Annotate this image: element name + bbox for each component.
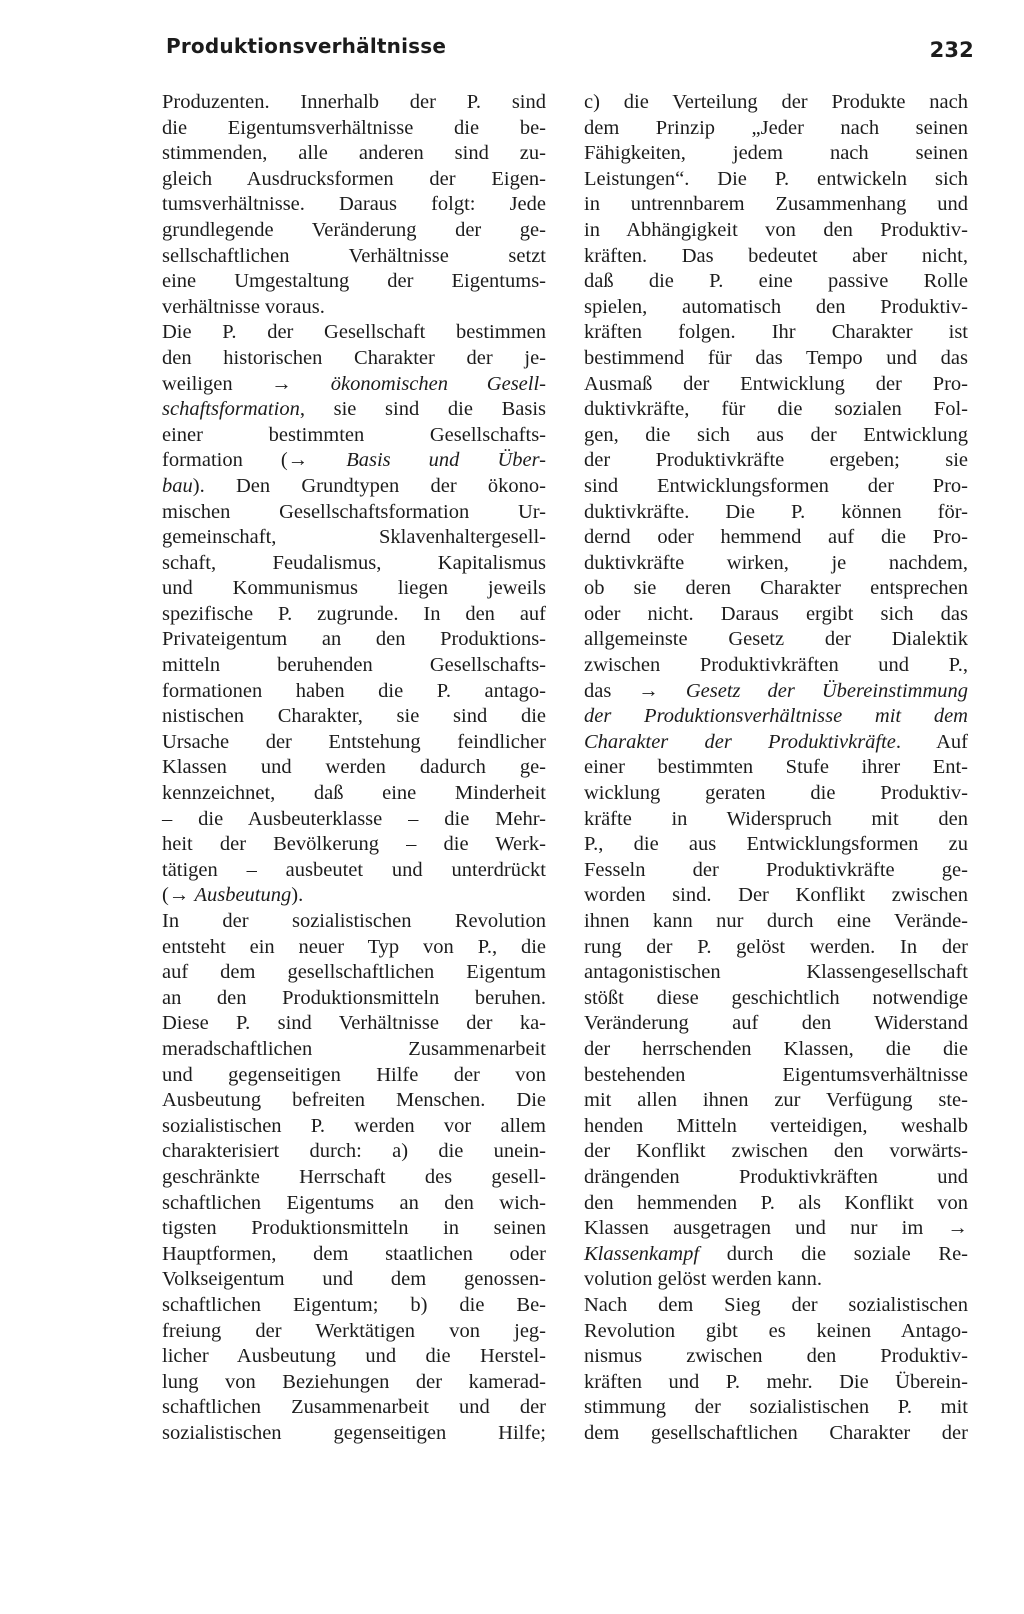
text-line: ihnen kann nur durch eine Verände- (584, 910, 968, 932)
text-line: dernd oder hemmend auf die Pro- (584, 526, 968, 549)
text-line: Hauptformen, dem staatlichen oder (162, 1242, 546, 1265)
text-line: Klassen und werden dadurch ge- (162, 756, 546, 779)
text-line: rung der P. gelöst werden. In der (584, 935, 968, 958)
text-line: dem Prinzip „Jeder nach seinen (584, 116, 968, 139)
text-line: weiligen → ökonomischen Gesell- (162, 372, 546, 395)
text-line: stimmung der sozialistischen P. mit (584, 1396, 968, 1419)
text-line: entsteht ein neuer Typ von P., die (162, 935, 546, 958)
text-line: meradschaftlichen Zusammenarbeit (162, 1037, 546, 1060)
text-line: – die Ausbeuterklasse – die Mehr- (162, 807, 546, 830)
text-line: zwischen Produktivkräften und P., (584, 654, 968, 677)
text-line: in untrennbarem Zusammenhang und (584, 193, 968, 216)
text-line: formation (→ Basis und Über- (162, 449, 546, 472)
text-line: stößt diese geschichtlich notwendige (584, 986, 968, 1009)
text-line: oder nicht. Daraus ergibt sich das (584, 602, 968, 625)
text-line: drängenden Produktivkräften und (584, 1165, 968, 1188)
text-line: Veränderung auf den Widerstand (584, 1012, 968, 1035)
entry-title: Produktionsverhältnisse (166, 34, 447, 58)
text-line: sozialistischen gegenseitigen Hilfe; (162, 1421, 546, 1444)
text-line: Ausbeutung befreiten Menschen. Die (162, 1089, 546, 1112)
text-line: tumsverhältnisse. Daraus folgt: Jede (162, 193, 546, 216)
text-line: tätigen – ausbeutet und unterdrückt (162, 858, 546, 881)
text-line: volution gelöst werden kann. (584, 1268, 822, 1291)
text-line: formationen haben die P. antago- (162, 679, 546, 702)
text-line: schaft, Feudalismus, Kapitalismus (162, 551, 546, 574)
text-line: in Abhängigkeit von den Produktiv- (584, 218, 968, 241)
text-line: sozialistischen P. werden vor allem (162, 1114, 546, 1137)
text-line: Klassen ausgetragen und nur im → (584, 1217, 968, 1240)
text-line: gemeinschaft, Sklavenhaltergesell- (162, 526, 546, 549)
text-line: nistischen Charakter, sie sind die (162, 705, 546, 728)
text-line: Produzenten. Innerhalb der P. sind (162, 91, 546, 113)
text-line: heit der Bevölkerung – die Werk- (162, 833, 546, 856)
text-line: und gegenseitigen Hilfe der von (162, 1063, 546, 1086)
text-line: gen, die sich aus der Entwicklung (584, 423, 968, 446)
text-line: an den Produktionsmitteln beruhen. (162, 986, 546, 1009)
text-line: Ursache der Entstehung feindlicher (162, 730, 546, 753)
text-line: den historischen Charakter der je- (162, 346, 546, 369)
text-line: kräften und P. mehr. Die Überein- (584, 1370, 968, 1393)
text-line: auf dem gesellschaftlichen Eigentum (162, 961, 546, 984)
text-line: den hemmenden P. als Konflikt von (584, 1191, 968, 1214)
text-line: grundlegende Veränderung der ge- (162, 218, 546, 241)
text-line: der herrschenden Klassen, die die (584, 1037, 968, 1060)
text-line: Privateigentum an den Produktions- (162, 628, 546, 651)
text-line: der Konflikt zwischen den vorwärts- (584, 1140, 968, 1163)
text-line: Leistungen“. Die P. entwickeln sich (584, 167, 968, 190)
text-line: einer bestimmten Stufe ihrer Ent- (584, 756, 968, 779)
text-column-left (162, 90, 546, 1446)
text-line: Charakter der Produktivkräfte. Auf (584, 730, 969, 753)
text-line: schaftlichen Eigentums an den wich- (162, 1191, 546, 1214)
text-line: schaftlichen Eigentum; b) die Be- (162, 1293, 546, 1316)
text-line: Volkseigentum und dem genossen- (162, 1268, 546, 1291)
text-line: kräften folgen. Ihr Charakter ist (584, 321, 968, 344)
text-line: Diese P. sind Verhältnisse der ka- (162, 1012, 546, 1035)
text-line: sind Entwicklungsformen der Pro- (584, 474, 968, 497)
text-line: Fähigkeiten, jedem nach seinen (584, 142, 968, 165)
text-line: geschränkte Herrschaft des gesell- (162, 1165, 546, 1188)
text-line: duktivkräfte wirken, je nachdem, (584, 551, 968, 574)
text-line: der Produktionsverhältnisse mit dem (584, 705, 968, 728)
text-line: mischen Gesellschaftsformation Ur- (162, 500, 546, 523)
text-line: licher Ausbeutung und die Herstel- (162, 1345, 546, 1368)
text-line: allgemeinste Gesetz der Dialektik (584, 628, 968, 651)
text-line: Die P. der Gesellschaft bestimmen (162, 321, 546, 344)
running-header (166, 34, 974, 66)
text-line: In der sozialistischen Revolution (162, 910, 546, 932)
text-line: verhältnisse voraus. (162, 295, 325, 318)
page-number: 232 (929, 38, 974, 62)
text-line: mitteln beruhenden Gesellschafts- (162, 654, 546, 677)
text-line: nismus zwischen den Produktiv- (584, 1345, 968, 1368)
text-line: kräfte in Widerspruch mit den (584, 807, 968, 830)
text-line: bau). Den Grundtypen der ökono- (162, 474, 546, 497)
text-line: Ausmaß der Entwicklung der Pro- (584, 372, 968, 395)
text-line: ob sie deren Charakter entsprechen (584, 577, 968, 600)
text-line: sellschaftlichen Verhältnisse setzt (162, 244, 546, 267)
text-line: die Eigentumsverhältnisse die be- (162, 116, 546, 139)
text-line: kräften. Das bedeutet aber nicht, (584, 244, 968, 267)
text-line: duktivkräfte, für die sozialen Fol- (584, 398, 968, 421)
text-line: und Kommunismus liegen jeweils (162, 577, 546, 600)
text-line: eine Umgestaltung der Eigentums- (162, 270, 546, 293)
text-line: bestimmend für das Tempo und das (584, 346, 968, 369)
text-line: lung von Beziehungen der kamerad- (162, 1370, 546, 1393)
text-line: P., die aus Entwicklungsformen zu (584, 833, 968, 856)
text-line: Nach dem Sieg der sozialistischen (584, 1293, 968, 1316)
text-line: bestehenden Eigentumsverhältnisse (584, 1063, 968, 1086)
text-column-right (584, 90, 968, 1446)
text-line: (→ Ausbeutung). (162, 884, 304, 907)
text-line: spezifische P. zugrunde. In den auf (162, 602, 546, 625)
text-line: schaftlichen Zusammenarbeit und der (162, 1396, 546, 1419)
text-line: der Produktivkräfte ergeben; sie (584, 449, 968, 472)
text-line: Fesseln der Produktivkräfte ge- (584, 858, 968, 881)
text-line: mit allen ihnen zur Verfügung ste- (584, 1089, 968, 1112)
text-line: Klassenkampf durch die soziale Re- (584, 1242, 968, 1265)
text-line: freiung der Werktätigen von jeg- (162, 1319, 546, 1342)
text-line: kennzeichnet, daß eine Minderheit (162, 782, 546, 805)
text-line: schaftsformation, sie sind die Basis (162, 398, 546, 421)
text-line: c) die Verteilung der Produkte nach (584, 91, 968, 113)
text-line: henden Mitteln verteidigen, weshalb (584, 1114, 968, 1137)
text-line: wicklung geraten die Produktiv- (584, 782, 968, 805)
text-line: Revolution gibt es keinen Antago- (584, 1319, 968, 1342)
text-line: einer bestimmten Gesellschafts- (162, 423, 546, 446)
text-line: worden sind. Der Konflikt zwischen (584, 884, 968, 907)
text-line: das → Gesetz der Übereinstimmung (584, 679, 969, 702)
text-line: gleich Ausdrucksformen der Eigen- (162, 167, 546, 190)
text-line: daß die P. eine passive Rolle (584, 270, 968, 293)
text-line: charakterisiert durch: a) die unein- (162, 1140, 546, 1163)
text-line: antagonistischen Klassengesellschaft (584, 961, 968, 984)
text-line: dem gesellschaftlichen Charakter der (584, 1421, 968, 1444)
text-line: tigsten Produktionsmitteln in seinen (162, 1217, 546, 1240)
text-line: stimmenden, alle anderen sind zu- (162, 142, 546, 165)
text-line: spielen, automatisch den Produktiv- (584, 295, 968, 318)
text-line: duktivkräfte. Die P. können för- (584, 500, 968, 523)
